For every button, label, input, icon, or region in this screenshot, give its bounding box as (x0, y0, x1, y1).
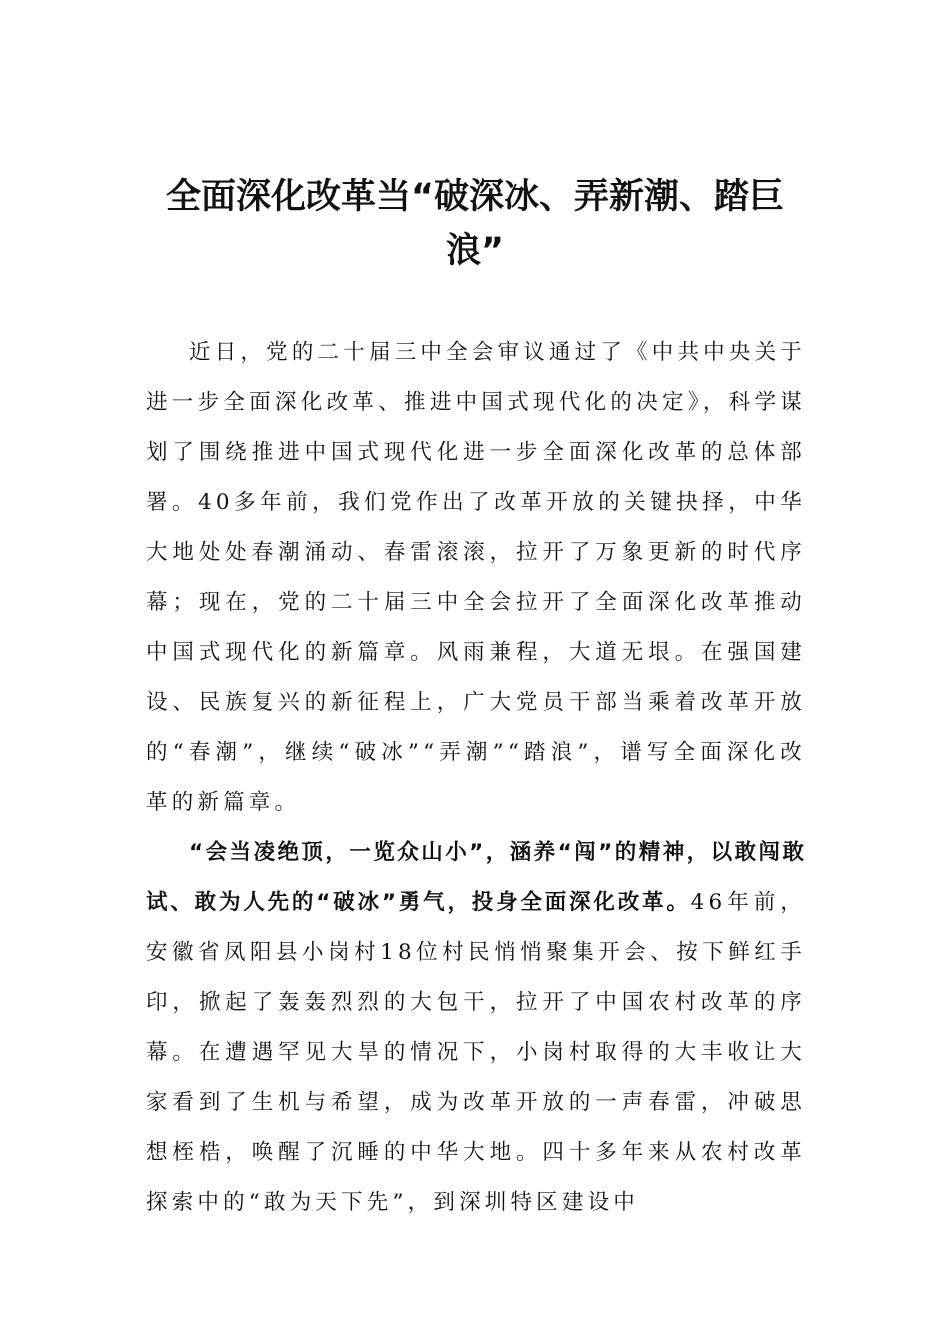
document-title: 全面深化改革当“破深冰、弄新潮、踏巨浪” (165, 177, 784, 271)
paragraph-text: 46年前，安徽省凤阳县小岗村18位村民悄悄聚集开会、按下鲜红手印，掀起了轰轰烈烈的大包干，拉开了中国农村改革的序幕。在遭遇罕见大旱的情况下，小岗村取得的大丰收让大家看到了生机与希望，成为改革开放的一声春雷，冲破思想桎梏，唤醒了沉睡的中华大地。四十多年来从农村改革探索中的“敢为天下先”，到深圳特区建设中 (146, 890, 806, 1215)
paragraph-intro (146, 328, 806, 828)
document-body (146, 328, 806, 1228)
paragraph-lead: “会当凌绝顶，一览众山小”，涵养“闯”的精神，以敢闯敢试、敢为人先的“破冰”勇气，投身全面深化改革。 (146, 840, 806, 915)
paragraph-breaking-ice (146, 828, 806, 1228)
paragraph-text: 近日，党的二十届三中全会审议通过了《中共中央关于进一步全面深化改革、推进中国式现代化的决定》，科学谋划了围绕推进中国式现代化进一步全面深化改革的总体部署。40多年前，我们党作出了改革开放的关键抉择，中华大地处处春潮涌动、春雷滚滚，拉开了万象更新的时代序幕；现在，党的二十届三中全会拉开了全面深化改革推动中国式现代化的新篇章。风雨兼程，大道无垠。在强国建设、民族复兴的新征程上，广大党员干部当乘着改革开放的“春潮”，继续“破冰”“弄潮”“踏浪”，谱写全面深化改革的新篇章。 (146, 340, 806, 815)
